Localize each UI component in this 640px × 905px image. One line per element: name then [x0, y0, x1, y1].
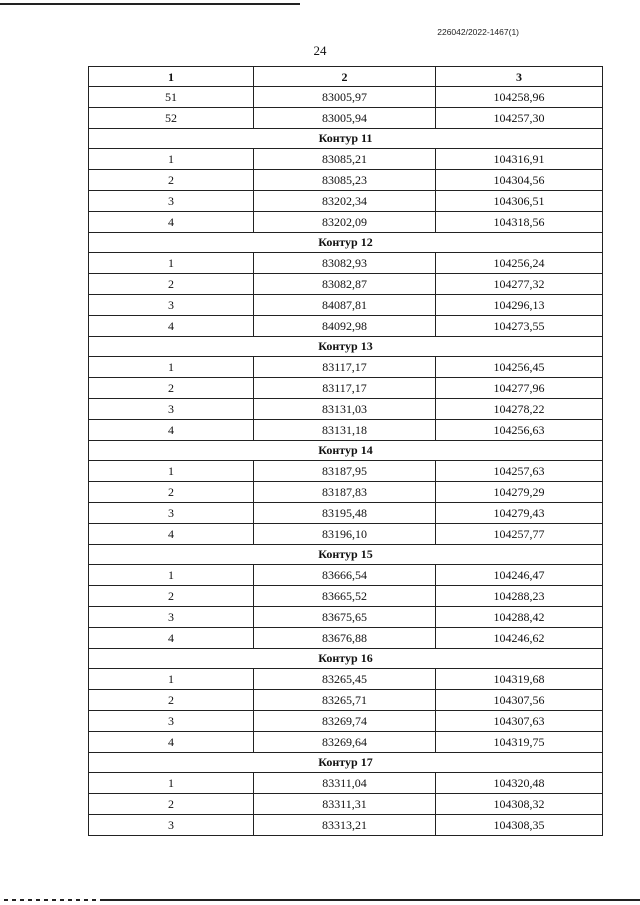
table-row — [89, 190, 603, 211]
table-row — [89, 211, 603, 232]
point-number-cell: 4 — [89, 211, 254, 232]
point-number-cell: 4 — [89, 315, 254, 336]
x-coordinate-cell: 83082,93 — [254, 253, 436, 274]
x-coordinate-cell: 83265,45 — [254, 669, 436, 690]
section-title: Контур 15 — [89, 544, 603, 565]
x-coordinate-cell: 83195,48 — [254, 502, 436, 523]
y-coordinate-cell: 104307,63 — [436, 710, 603, 731]
table-row — [89, 315, 603, 336]
section-row — [89, 440, 603, 461]
table-header — [89, 67, 603, 87]
x-coordinate-cell: 83005,97 — [254, 87, 436, 108]
section-row — [89, 336, 603, 357]
x-coordinate-cell: 83117,17 — [254, 357, 436, 378]
column-header-2: 2 — [254, 67, 436, 87]
table-row — [89, 731, 603, 752]
x-coordinate-cell: 83665,52 — [254, 586, 436, 607]
x-coordinate-cell: 83675,65 — [254, 606, 436, 627]
x-coordinate-cell: 83187,95 — [254, 461, 436, 482]
x-coordinate-cell: 84087,81 — [254, 294, 436, 315]
section-title: Контур 12 — [89, 232, 603, 253]
point-number-cell: 2 — [89, 378, 254, 399]
header-row — [89, 67, 603, 87]
x-coordinate-cell: 83187,83 — [254, 482, 436, 503]
y-coordinate-cell: 104246,62 — [436, 627, 603, 648]
x-coordinate-cell: 83313,21 — [254, 814, 436, 835]
table-row — [89, 253, 603, 274]
y-coordinate-cell: 104258,96 — [436, 87, 603, 108]
point-number-cell: 51 — [89, 87, 254, 108]
coordinates-table — [88, 66, 603, 836]
x-coordinate-cell: 83005,94 — [254, 107, 436, 128]
y-coordinate-cell: 104256,45 — [436, 357, 603, 378]
y-coordinate-cell: 104308,35 — [436, 814, 603, 835]
point-number-cell: 3 — [89, 814, 254, 835]
table-row — [89, 627, 603, 648]
top-rule — [0, 3, 300, 5]
section-title: Контур 11 — [89, 128, 603, 149]
section-row — [89, 752, 603, 773]
table-row — [89, 107, 603, 128]
page-number: 24 — [313, 43, 327, 58]
table-row — [89, 419, 603, 440]
table-row — [89, 378, 603, 399]
y-coordinate-cell: 104273,55 — [436, 315, 603, 336]
point-number-cell: 1 — [89, 253, 254, 274]
x-coordinate-cell: 83082,87 — [254, 274, 436, 295]
y-coordinate-cell: 104278,22 — [436, 398, 603, 419]
x-coordinate-cell: 83085,21 — [254, 149, 436, 170]
point-number-cell: 4 — [89, 627, 254, 648]
section-title: Контур 13 — [89, 336, 603, 357]
y-coordinate-cell: 104257,77 — [436, 523, 603, 544]
table-row — [89, 170, 603, 191]
y-coordinate-cell: 104296,13 — [436, 294, 603, 315]
table-row — [89, 274, 603, 295]
y-coordinate-cell: 104256,24 — [436, 253, 603, 274]
y-coordinate-cell: 104279,43 — [436, 502, 603, 523]
point-number-cell: 3 — [89, 502, 254, 523]
table-row — [89, 294, 603, 315]
point-number-cell: 3 — [89, 190, 254, 211]
section-title: Контур 17 — [89, 752, 603, 773]
point-number-cell: 2 — [89, 482, 254, 503]
x-coordinate-cell: 83265,71 — [254, 690, 436, 711]
y-coordinate-cell: 104277,96 — [436, 378, 603, 399]
table-body — [89, 87, 603, 836]
table-row — [89, 565, 603, 586]
y-coordinate-cell: 104246,47 — [436, 565, 603, 586]
table-row — [89, 586, 603, 607]
x-coordinate-cell: 83131,18 — [254, 419, 436, 440]
table-row — [89, 398, 603, 419]
x-coordinate-cell: 83117,17 — [254, 378, 436, 399]
y-coordinate-cell: 104316,91 — [436, 149, 603, 170]
table-row — [89, 690, 603, 711]
point-number-cell: 4 — [89, 523, 254, 544]
table-row — [89, 87, 603, 108]
table-row — [89, 482, 603, 503]
x-coordinate-cell: 83202,34 — [254, 190, 436, 211]
x-coordinate-cell: 83269,74 — [254, 710, 436, 731]
section-row — [89, 232, 603, 253]
point-number-cell: 1 — [89, 461, 254, 482]
point-number-cell: 1 — [89, 565, 254, 586]
y-coordinate-cell: 104319,75 — [436, 731, 603, 752]
y-coordinate-cell: 104318,56 — [436, 211, 603, 232]
y-coordinate-cell: 104256,63 — [436, 419, 603, 440]
y-coordinate-cell: 104306,51 — [436, 190, 603, 211]
y-coordinate-cell: 104319,68 — [436, 669, 603, 690]
table-row — [89, 523, 603, 544]
point-number-cell: 4 — [89, 419, 254, 440]
table-row — [89, 710, 603, 731]
bottom-dotted-rule — [0, 899, 100, 901]
y-coordinate-cell: 104307,56 — [436, 690, 603, 711]
y-coordinate-cell: 104308,32 — [436, 794, 603, 815]
x-coordinate-cell: 83311,04 — [254, 773, 436, 794]
x-coordinate-cell: 83666,54 — [254, 565, 436, 586]
point-number-cell: 3 — [89, 606, 254, 627]
point-number-cell: 52 — [89, 107, 254, 128]
y-coordinate-cell: 104304,56 — [436, 170, 603, 191]
table-row — [89, 669, 603, 690]
column-header-3: 3 — [436, 67, 603, 87]
column-header-1: 1 — [89, 67, 254, 87]
y-coordinate-cell: 104320,48 — [436, 773, 603, 794]
x-coordinate-cell: 83311,31 — [254, 794, 436, 815]
y-coordinate-cell: 104288,23 — [436, 586, 603, 607]
x-coordinate-cell: 83085,23 — [254, 170, 436, 191]
x-coordinate-cell: 83269,64 — [254, 731, 436, 752]
point-number-cell: 1 — [89, 149, 254, 170]
document-id: 226042/2022-1467(1) — [437, 27, 519, 37]
section-title: Контур 14 — [89, 440, 603, 461]
point-number-cell: 1 — [89, 773, 254, 794]
table-row — [89, 773, 603, 794]
table-row — [89, 502, 603, 523]
x-coordinate-cell: 84092,98 — [254, 315, 436, 336]
table-row — [89, 794, 603, 815]
point-number-cell: 2 — [89, 794, 254, 815]
section-row — [89, 128, 603, 149]
y-coordinate-cell: 104277,32 — [436, 274, 603, 295]
y-coordinate-cell: 104257,30 — [436, 107, 603, 128]
x-coordinate-cell: 83196,10 — [254, 523, 436, 544]
section-title: Контур 16 — [89, 648, 603, 669]
section-row — [89, 544, 603, 565]
point-number-cell: 1 — [89, 357, 254, 378]
point-number-cell: 3 — [89, 710, 254, 731]
y-coordinate-cell: 104288,42 — [436, 606, 603, 627]
point-number-cell: 2 — [89, 586, 254, 607]
table-row — [89, 814, 603, 835]
table-row — [89, 606, 603, 627]
y-coordinate-cell: 104257,63 — [436, 461, 603, 482]
table-row — [89, 461, 603, 482]
point-number-cell: 3 — [89, 398, 254, 419]
x-coordinate-cell: 83131,03 — [254, 398, 436, 419]
point-number-cell: 3 — [89, 294, 254, 315]
y-coordinate-cell: 104279,29 — [436, 482, 603, 503]
table-row — [89, 357, 603, 378]
point-number-cell: 2 — [89, 170, 254, 191]
section-row — [89, 648, 603, 669]
point-number-cell: 4 — [89, 731, 254, 752]
point-number-cell: 1 — [89, 669, 254, 690]
point-number-cell: 2 — [89, 690, 254, 711]
table-row — [89, 149, 603, 170]
point-number-cell: 2 — [89, 274, 254, 295]
x-coordinate-cell: 83202,09 — [254, 211, 436, 232]
x-coordinate-cell: 83676,88 — [254, 627, 436, 648]
